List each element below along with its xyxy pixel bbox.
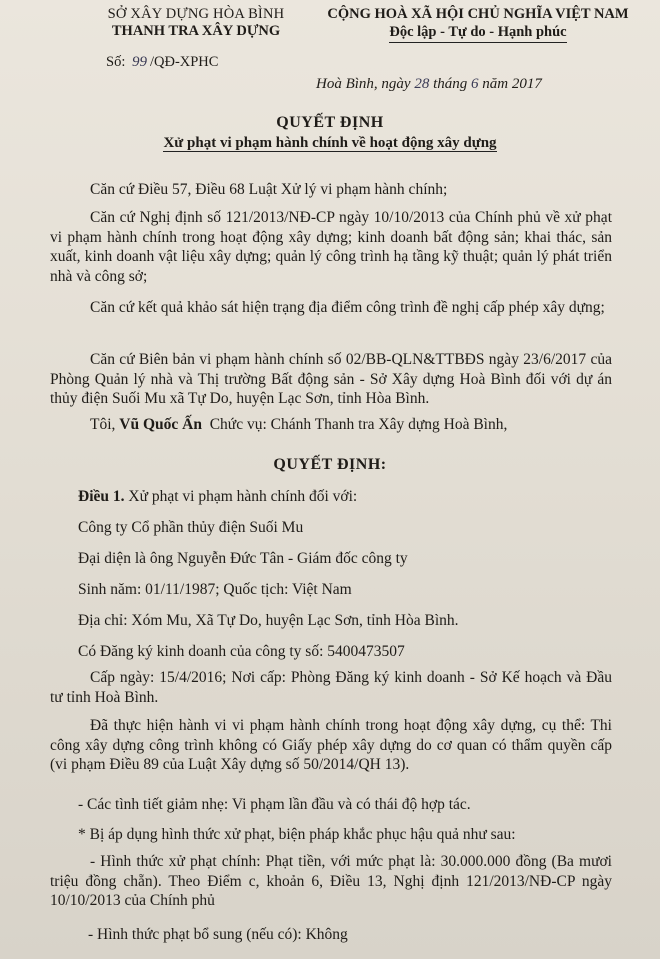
- preamble-item: Căn cứ Điều 57, Điều 68 Luật Xử lý vi phạm hành chính;: [90, 181, 448, 198]
- article-1-label: Điều 1.: [78, 488, 125, 505]
- detail-representative: Đại diện là ông Nguyễn Đức Tân - Giám đốc công ty: [78, 550, 408, 567]
- date-month-label: tháng: [433, 76, 468, 92]
- document-date: [316, 76, 542, 93]
- issued-info: Cấp ngày: 15/4/2016; Nơi cấp: Phòng Đăng ký kinh doanh - Sở Kế hoạch và Đầu tư tỉnh Hoà Bình.: [50, 669, 612, 706]
- detail-birth-nationality: Sinh năm: 01/11/1987; Quốc tịch: Việt Nam: [78, 581, 352, 598]
- division-name: THANH TRA XÂY DỰNG: [111, 23, 281, 39]
- main-penalty: - Hình thức xử phạt chính: Phạt tiền, với mức phạt là: 30.000.000 đồng (Ba mươi triệu đồng chẵn). Theo Điểm c, khoản 6, Điều 13, Nghị định 121/2013/NĐ-CP ngày 10/10/2013 của Chính phủ: [50, 853, 612, 909]
- document-number-suffix: /QĐ-XPHC: [149, 54, 219, 70]
- national-motto: Độc lập - Tự do - Hạnh phúc: [389, 24, 566, 43]
- extra-penalty: - Hình thức phạt bổ sung (nếu có): Không: [88, 926, 348, 943]
- signer-position: Chức vụ: Chánh Thanh tra Xây dựng Hoà Bình,: [209, 416, 508, 433]
- document-number-value: 99: [131, 54, 147, 70]
- document-title: QUYẾT ĐỊNH: [276, 114, 384, 131]
- detail-company: Công ty Cổ phần thủy điện Suối Mu: [78, 519, 304, 536]
- document-number: [106, 54, 218, 71]
- preamble-item: Căn cứ Biên bản vi phạm hành chính số 02/BB-QLN&TTBĐS ngày 23/6/2017 của Phòng Quản lý nhà và Thị trường Bất động sản - Sở Xây dựng Hoà Bình đối với dự án thủy điện Suối Mu xã Tự Do, huyện Lạc Sơn, tỉnh Hòa Bình.: [50, 351, 612, 407]
- issuing-agency-block: [76, 6, 316, 40]
- agency-name: SỞ XÂY DỰNG HÒA BÌNH: [107, 6, 285, 22]
- detail-address: Địa chỉ: Xóm Mu, Xã Tự Do, huyện Lạc Sơn, tỉnh Hòa Bình.: [78, 612, 459, 629]
- mitigating-circumstances: - Các tình tiết giảm nhẹ: Vi phạm lần đầu và có thái độ hợp tác.: [78, 796, 471, 813]
- document-subtitle: [0, 135, 660, 152]
- article-1-text: Xử phạt vi phạm hành chính đối với:: [128, 488, 358, 505]
- document-subtitle-text: Xử phạt vi phạm hành chính về hoạt động xây dựng: [163, 135, 497, 151]
- date-prefix: Hoà Bình, ngày: [316, 76, 411, 92]
- national-heading-block: [308, 6, 648, 43]
- applied-measures: * Bị áp dụng hình thức xử phạt, biện pháp khắc phục hậu quả như sau:: [78, 826, 516, 843]
- decision-heading: QUYẾT ĐỊNH:: [273, 456, 387, 473]
- signer-name: Vũ Quốc Ấn: [119, 416, 202, 433]
- violation-description: Đã thực hiện hành vi vi phạm hành chính trong hoạt động xây dựng, cụ thể: Thi công xây dựng công trình không có Giấy phép xây dựng do cơ quan có thẩm quyền cấp (vi phạm Điều 89 của Luật Xây dựng số 50/2014/QH 13).: [50, 717, 612, 773]
- document-number-prefix: Số:: [106, 54, 126, 70]
- date-year: năm 2017: [482, 76, 542, 92]
- preamble-item: Căn cứ kết quả khảo sát hiện trạng địa điểm công trình đề nghị cấp phép xây dựng;: [90, 299, 605, 316]
- preamble-item: Căn cứ Nghị định số 121/2013/NĐ-CP ngày 10/10/2013 của Chính phủ về xử phạt vi phạm hành chính trong hoạt động xây dựng; kinh doanh bất động sản; khai thác, sản xuất, kinh doanh vật liệu xây dựng; quản lý công trình hạ tầng kỹ thuật; quản lý phát triển nhà và công sở;: [50, 209, 612, 285]
- signer-line: [90, 416, 507, 434]
- detail-business-registration: Có Đăng ký kinh doanh của công ty số: 5400473507: [78, 643, 405, 660]
- country-name: CỘNG HOÀ XÃ HỘI CHỦ NGHĨA VIỆT NAM: [327, 6, 629, 22]
- signer-prefix: Tôi,: [90, 416, 116, 433]
- date-month: 6: [471, 76, 479, 92]
- article-1: [78, 488, 357, 506]
- date-day: 28: [414, 76, 430, 92]
